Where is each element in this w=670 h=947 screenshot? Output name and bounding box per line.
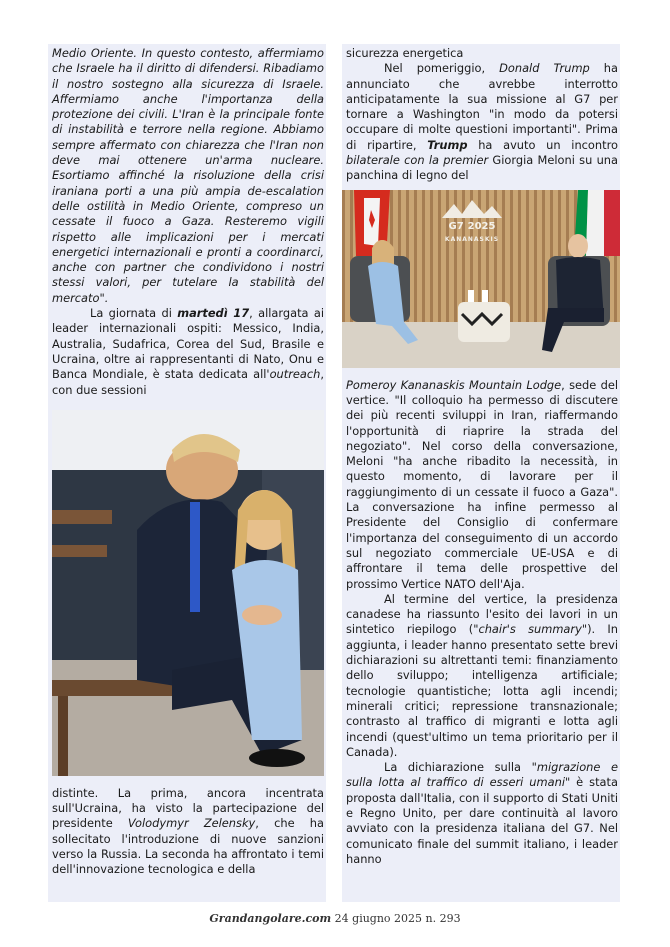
text-run: La giornata di [90,306,178,321]
interview-illustration [342,190,620,368]
quote-paragraph [52,46,324,306]
footer-site: Grandangolare.com [209,912,332,925]
energy-line: sicurezza energetica [346,46,464,60]
trump-name-emphasis: Donald Trump [499,61,590,76]
bilateral-emphasis: bilaterale con la premier [346,153,489,168]
g7-sign-year: 2025 [467,220,496,232]
trump-bold-emphasis: Trump [427,137,468,152]
pomeriggio-paragraph [346,61,618,183]
page-footer [0,912,670,925]
text-run: Nel pomeriggio, [384,61,500,76]
outreach-emphasis: outreach [269,367,321,382]
text-run: , che ha sollecitato l'introduzione di nuove sanzioni verso la Russia. La seconda ha affrontato i temi dell'innovazione tecnologica e della [52,816,324,877]
bench-photo-illustration [52,410,324,776]
text-run: Giorgia Meloni su una panchina di legno del [346,153,618,183]
text-run: " è stata proposta dall'Italia, con il supporto di Stati Uniti e Regno Unito, per dare continuità al lavoro avviato con la presidenza italiana del G7. Nel comunicato finale del summit italiano, i leader hanno [346,775,618,866]
chair-summary-emphasis: chair's summary [478,622,582,637]
migration-emphasis: migrazione e sulla lotta al traffico di esseri umani [346,760,619,790]
zelensky-emphasis: Volodymyr Zelensky [127,816,256,831]
text-run: La dichiarazione sulla " [384,760,537,775]
left-text-bottom [48,776,326,878]
text-run: , con due sessioni [52,367,324,397]
lodge-emphasis: Pomeroy Kananaskis Mountain Lodge [346,377,562,392]
migrazione-paragraph [346,760,618,867]
right-text-bottom [342,376,620,868]
text-run: ha annunciato che avrebbe interrotto anticipatamente la sua missione al G7 per tornare a Washington "in modo da potersi occupare di molte questioni importanti". Prima di ripartire, [346,61,618,152]
left-text-top [48,44,326,398]
text-run: distinte. La prima, ancora incentrata sull'Ucraina, ha visto la partecipazione del presidente [52,785,324,831]
right-column [342,44,620,902]
right-text-top [342,44,620,184]
g7-sign-place: KANANASKIS [444,235,500,243]
text-run: "). In aggiunta, i leader hanno presentato sette brevi dichiarazioni su altrettanti temi: finanziamento dello sviluppo; intelligenza artificiale; tecnologie quantistiche; lotta agli incendi; minerali critici; repressione transnazionale; contrasto al traffico di migranti e lotta agli incendi (quest'ultimo un tema prioritario per il Canada). [346,622,618,759]
footer-issue: 24 giugno 2025 n. 293 [331,912,461,925]
g7-sign [442,220,502,245]
g7-sign-label: G7 [448,220,464,232]
text-run: Al termine del vertice, la presidenza canadese ha riassunto l'esito dei lavori in un sintetico riepilogo (" [346,591,618,637]
pomeroy-paragraph [346,378,618,592]
quote-text: Medio Oriente. In questo contesto, affermiamo che Israele ha il diritto di difendersi. Ribadiamo il nostro sostegno alla sicurezza di Israele. Affermiamo anche l'importanza della protezione dei civili. L'Iran è la principale fonte di instabilità e terrore nella regione. Abbiamo sempre affermato con chiarezza che l'Iran non deve mai ottenere un'arma nucleare. Esortiamo affinché la risoluzione della crisi iraniana porti a una più ampia de-escalation delle ostilità in Medio Oriente, compreso un cessate il fuoco a Gaza. Resteremo vigili rispetto alle implicazioni per i mercati energetici internazionali e pronti a coordinarci, anche con partner che condividono i nostri stessi valori, per tutelare la stabilità del mercato". [52,46,324,305]
summary-paragraph [346,592,618,760]
text-run: ha avuto un incontro [467,137,618,152]
distinte-paragraph [52,786,324,878]
trump-meloni-bench-photo [52,410,324,776]
date-emphasis: martedì 17 [177,306,250,321]
text-run: , sede del vertice. "Il colloquio ha permesso di discutere dei più recenti sviluppi in Iran, riaffermando l'opportunità di riaprire la strada del negoziato". Nel corso della conversazione, Meloni "ha anche ribadito la necessità, in questo momento, di lavorare per il raggiungimento di un cessate il fuoco a Gaza". La conversazione ha infine permesso al Presidente del Consiglio di confermare l'importanza del conseguimento di un accordo sul negoziato commerciale UE-USA e di affrontare il tema delle prospettive del prossimo Vertice NATO dell'Aja. [346,377,618,591]
text-run: , allargata ai leader internazionali ospiti: Messico, India, Australia, Sudafrica, Corea del Sud, Brasile e Ucraina, oltre ai rappresentanti di Nato, Onu e Banca Mondiale, è stata dedicata all' [52,306,325,382]
page [48,44,626,902]
martedi-paragraph [52,306,324,398]
left-column [48,44,326,902]
g7-interview-photo [342,190,620,368]
